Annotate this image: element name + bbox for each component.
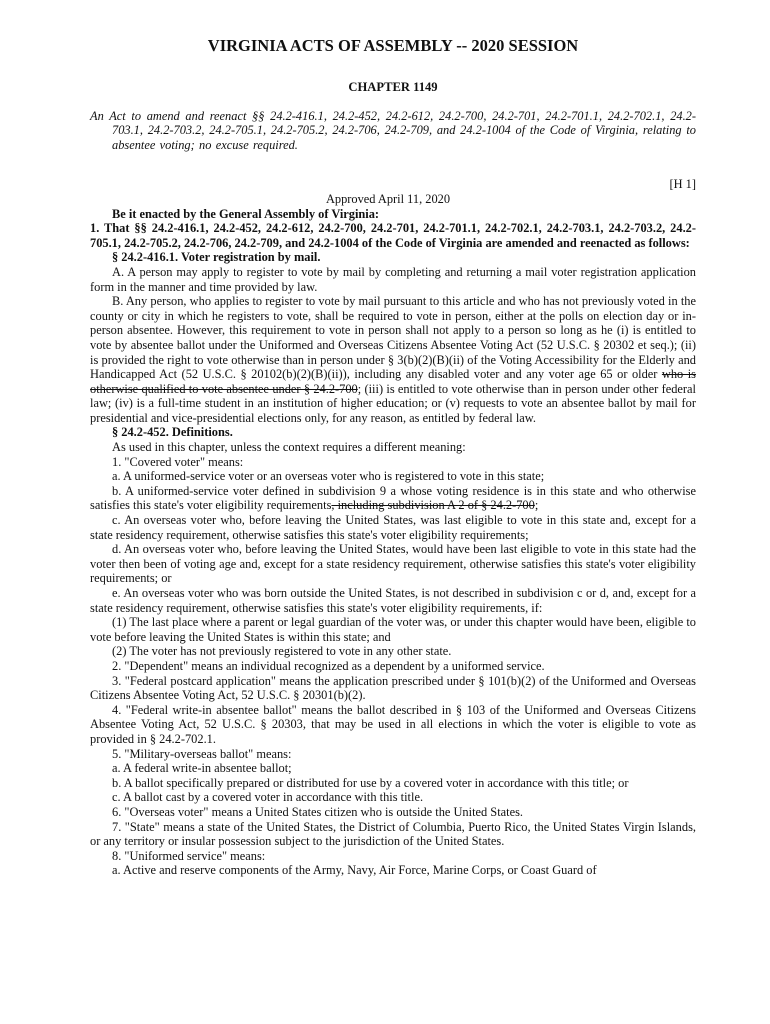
definition-5c: c. A ballot cast by a covered voter in accordance with this title. — [112, 790, 424, 805]
definition-1a: a. A uniformed-service voter or an overseas voter who is registered to vote in this state; — [112, 469, 545, 484]
document-page — [90, 28, 696, 1018]
definitions-intro: As used in this chapter, unless the context requires a different meaning: — [112, 440, 466, 455]
definition-1e-1: (1) The last place where a parent or legal guardian of the voter was, or under this chapter would have been, eligible to vote before leaving the United States is within this state; and — [90, 615, 696, 644]
chapter-number: CHAPTER 1149 — [348, 80, 438, 94]
definition-2: 2. "Dependent" means an individual recognized as a dependent by a uniformed service. — [112, 658, 545, 673]
definition-4: 4. "Federal write-in absentee ballot" means the ballot described in § 103 of the Uniformed and Overseas Citizens Absentee Voting Act, 52 U.S.C. § 20303, that may be used in all elections in which the voter is eligible to vote as provided in § 24.2-702.1. — [90, 702, 696, 746]
definition-5: 5. "Military-overseas ballot" means: — [112, 746, 292, 761]
definition-3: 3. "Federal postcard application" means the application prescribed under § 101(b)(2) of the Uniformed and Overseas Citizens Absentee Voting Act, 52 U.S.C. § 20301(b)(2). — [90, 673, 696, 703]
definition-7: 7. "State" means a state of the United States, the District of Columbia, Puerto Rico, the United States Virgin Islands, or any territory or insular possession subject to the jurisdiction of the United States. — [90, 819, 696, 849]
bill-number: [H 1] — [669, 177, 696, 192]
enacting-clause: Be it enacted by the General Assembly of Virginia: — [112, 206, 380, 221]
struck-text: who is otherwise qualified to vote absentee under § 24.2-700 — [90, 367, 697, 396]
clause-1: 1. That §§ 24.2-416.1, 24.2-452, 24.2-612, 24.2-700, 24.2-701, 24.2-701.1, 24.2-702.1, 24.2-703.1, 24.2-703.2, 24.2-705.1, 24.2-705.2, 24.2-706, 24.2-709, and 24.2-1004 of the Code of Virginia are amended and reenacted as follows: — [90, 221, 696, 250]
section-heading-416-1: § 24.2-416.1. Voter registration by mail. — [112, 250, 321, 265]
definition-8a: a. Active and reserve components of the Army, Navy, Air Force, Marine Corps, or Coast Guard of — [112, 863, 597, 878]
struck-text: , including subdivision A 2 of § 24.2-700 — [331, 498, 535, 513]
definition-1b-end: ; — [534, 498, 539, 513]
section-heading-452: § 24.2-452. Definitions. — [112, 425, 233, 440]
subsection-b — [90, 294, 696, 425]
document-title: VIRGINIA ACTS OF ASSEMBLY -- 2020 SESSION — [207, 36, 579, 55]
definition-1d: d. An overseas voter who, before leaving the United States, would have been last eligible to vote in this state had the voter then been of voting age and, except for a state residency requirement, otherwise satisfies this state's voter eligibility requirements; or — [90, 542, 696, 586]
subsection-b-text: B. Any person, who applies to register to vote by mail pursuant to this article and who has not previously voted in the county or city in which he registers to vote, shall be required to vote in person, either at the polls on election day or in-person absentee. However, this requirement to vote in person shall not apply to a person so long as he (i) is entitled to vote by absentee ballot under the Uniformed and Overseas Citizens Absentee Voting Act (52 U.S.C. § 20302 et seq.); (ii) is provided the right to vote otherwise than in person under § 3(b)(2)(B)(ii) of the Voting Accessibility for the Elderly and Handicapped Act (52 U.S.C. § 20102(b)(2)(B)(ii)), including any disabled voter and any voter age 65 or older — [90, 294, 696, 382]
definition-1b-text: b. A uniformed-service voter defined in subdivision 9 a whose voting residence is in this state and who otherwise satisfies this state's voter eligibility requirements — [90, 483, 696, 513]
subsection-b-text-end: ; (iii) is entitled to vote otherwise than in person under other federal law; (iv) is a full-time student in an institution of higher education; or (v) requests to vote an absentee ballot by mail for presidential and vice-presidential elections only, for any reason, as entitled by federal law. — [90, 381, 697, 425]
definition-5a: a. A federal write-in absentee ballot; — [112, 761, 292, 776]
approval-date: Approved April 11, 2020 — [325, 191, 451, 206]
definition-1c: c. An overseas voter who, before leaving the United States, was last eligible to vote in this state and, except for a state residency requirement, otherwise satisfies this state's voter eligibility requirements; — [90, 513, 696, 542]
definition-5b: b. A ballot specifically prepared or distributed for use by a covered voter in accordance with this title; or — [112, 775, 629, 790]
definition-1e-2: (2) The voter has not previously registered to vote in any other state. — [112, 644, 452, 659]
definition-1e: e. An overseas voter who was born outside the United States, is not described in subdivision c or d, and, except for a state residency requirement, otherwise satisfies this state's voter eligibility requirements, if: — [90, 586, 696, 615]
definition-8: 8. "Uniformed service" means: — [112, 848, 266, 863]
definition-1: 1. "Covered voter" means: — [112, 454, 244, 469]
act-purpose: An Act to amend and reenact §§ 24.2-416.1, 24.2-452, 24.2-612, 24.2-700, 24.2-701, 24.2-701.1, 24.2-702.1, 24.2-703.1, 24.2-703.2, 24.2-705.1, 24.2-705.2, 24.2-706, 24.2-709, and 24.2-1004 of the Code of Virginia, relating to absentee voting; no excuse required. — [90, 108, 696, 152]
definition-6: 6. "Overseas voter" means a United States citizen who is outside the United States. — [112, 804, 523, 819]
definition-1b — [90, 484, 696, 513]
subsection-a: A. A person may apply to register to vote by mail by completing and returning a mail voter registration application form in the manner and time provided by law. — [90, 264, 696, 294]
